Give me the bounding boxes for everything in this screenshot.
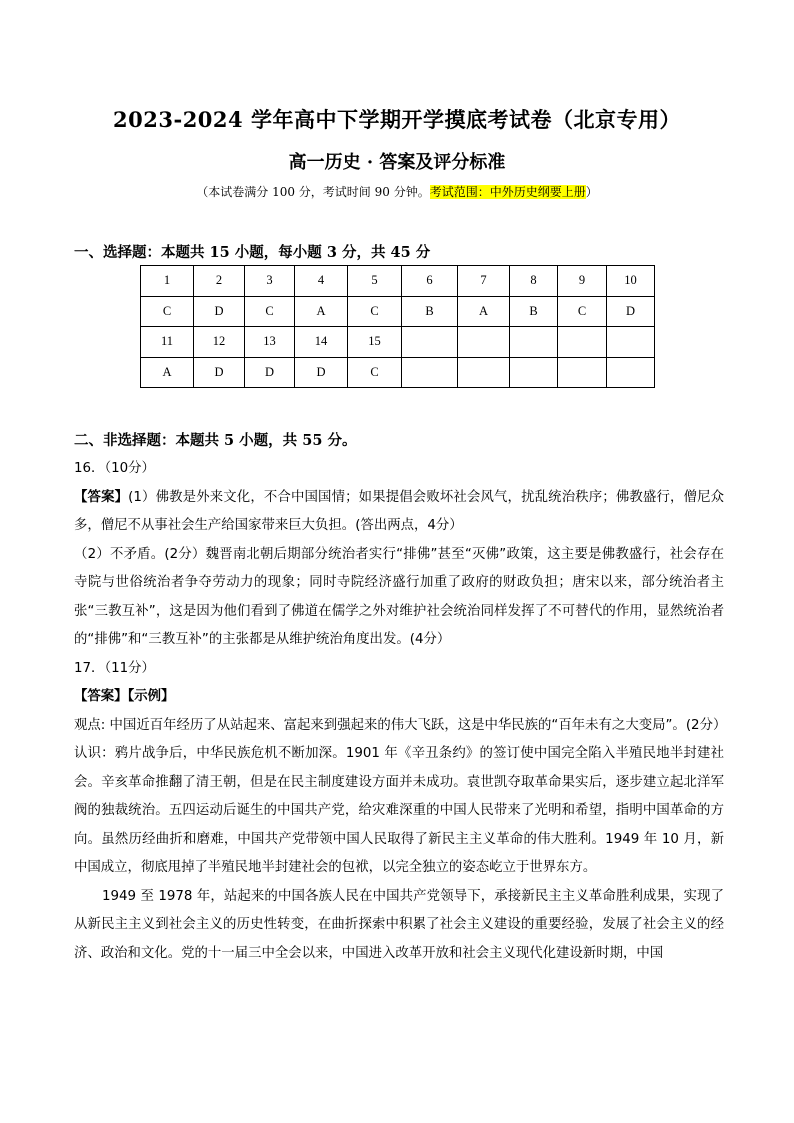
q17-paragraph-2: 1949 至 1978 年，站起来的中国各族人民在中国共产党领导下，承接新民主主义革命胜利成果，实现了从新民主主义到社会主义的历史性转变，在曲折探索中积累了社会主义建设的重要经验，发展了社会主义的经济、政治和文化。党的十一届三中全会以来，中国进入改革开放和社会主义现代化建设新时期，中国 (74, 888, 724, 961)
answer-cell: A (141, 357, 194, 388)
section1-heading (74, 241, 430, 262)
answer-cell: D (607, 296, 655, 327)
answer-cell: C (141, 296, 194, 327)
question-number-cell: 4 (295, 266, 348, 297)
exam-note-suffix: ） (585, 185, 598, 199)
section2-heading-label: 二、非选择题： (74, 432, 176, 449)
question-number-cell: 14 (295, 327, 348, 358)
question-number-cell: 3 (245, 266, 295, 297)
answer-table-row (141, 327, 655, 358)
answer-cell: C (348, 296, 402, 327)
q17-answer-tag: 【答案】【示例】 (74, 689, 175, 704)
question-number-cell: 7 (458, 266, 510, 297)
section2-heading-detail: 本题共 5 小题，共 55 分。 (175, 432, 357, 449)
empty-cell (607, 327, 655, 358)
answer-table (140, 265, 655, 388)
question-number-cell: 8 (510, 266, 558, 297)
question-number-cell: 1 (141, 266, 194, 297)
question-number-cell: 12 (194, 327, 245, 358)
answer-cell: B (510, 296, 558, 327)
exam-scope-highlight: 考试范围：中外历史纲要上册 (429, 185, 586, 199)
answer-cell: C (558, 296, 607, 327)
q16-part1: (1）佛教是外来文化，不合中国国情；如果提倡会败坏社会风气，扰乱统治秩序；佛教盛行，僧尼众多，僧尼不从事社会生产给国家带来巨大负担。(答出两点，4分） (74, 489, 724, 533)
answer-table-row (141, 357, 655, 388)
empty-cell (402, 357, 458, 388)
question-number-cell: 9 (558, 266, 607, 297)
empty-cell (558, 357, 607, 388)
q16-answer (74, 484, 724, 541)
q17-number: 17．（11分） (74, 660, 155, 676)
question-number-cell: 6 (402, 266, 458, 297)
exam-note (0, 183, 794, 200)
question-number-cell: 11 (141, 327, 194, 358)
empty-cell (510, 327, 558, 358)
answer-cell: C (245, 296, 295, 327)
question-number-cell: 13 (245, 327, 295, 358)
exam-note-prefix: （本试卷满分 100 分，考试时间 90 分钟。 (196, 185, 430, 199)
section1-heading-detail: 本题共 15 小题，每小题 3 分，共 45 分 (161, 244, 431, 261)
q16-number: 16．（10分） (74, 461, 155, 476)
answer-cell: D (194, 357, 245, 388)
q17-analysis: 认识：鸦片战争后，中华民族危机不断加深。1901 年《辛丑条约》的签订使中国完全陷入半殖民地半封建社会。辛亥革命推翻了清王朝，但是在民主制度建设方面并未成功。袁世凯夺取革命果实后，逐步建立起北洋军阀的独裁统治。五四运动后诞生的中国共产党，给灾难深重的中国人民带来了光明和希望，指明中国革命的方向。虽然历经曲折和磨难，中国共产党带领中国人民取得了新民主主义革命的伟大胜利。1949 年 10 月，新中国成立，彻底甩掉了半殖民地半封建社会的包袱，以完全独立的姿态屹立于世界东方。 (74, 746, 724, 875)
question-number-cell: 2 (194, 266, 245, 297)
answer-cell: D (194, 296, 245, 327)
section2-heading (74, 429, 356, 450)
answer-cell: B (402, 296, 458, 327)
answer-cell: D (245, 357, 295, 388)
answer-table-row (141, 296, 655, 327)
q16-part2: （2）不矛盾。(2分）魏晋南北朝后期部分统治者实行“排佛”甚至“灭佛”政策，这主要是佛教盛行，社会存在寺院与世俗统治者争夺劳动力的现象；同时寺院经济盛行加重了政府的财政负担；唐宋以来，部分统治者主张“三教互补”，这是因为他们看到了佛道在儒学之外对维护社会统治同样发挥了不可替代的作用，显然统治者的“排佛”和“三教互补”的主张都是从维护统治角度出发。(4分） (74, 546, 724, 647)
empty-cell (558, 327, 607, 358)
page-title: 2023-2024 学年高中下学期开学摸底考试卷（北京专用） (113, 107, 681, 132)
answer-cell: D (295, 357, 348, 388)
page-subtitle: 高一历史 · 答案及评分标准 (288, 152, 506, 173)
empty-cell (458, 357, 510, 388)
section1-heading-label: 一、选择题： (74, 244, 161, 261)
answer-tag: 【答案】 (74, 489, 129, 505)
answer-cell: A (458, 296, 510, 327)
question-number-cell: 5 (348, 266, 402, 297)
q17-viewpoint: 观点: 中国近百年经历了从站起来、富起来到强起来的伟大飞跃，这是中华民族的“百年未有之大变局”。(2分） (74, 717, 727, 733)
question-number-cell: 15 (348, 327, 402, 358)
empty-cell (402, 327, 458, 358)
answer-cell: C (348, 357, 402, 388)
answer-body (74, 455, 727, 968)
empty-cell (510, 357, 558, 388)
empty-cell (458, 327, 510, 358)
answer-cell: A (295, 296, 348, 327)
answer-table-row (141, 266, 655, 297)
question-number-cell: 10 (607, 266, 655, 297)
empty-cell (607, 357, 655, 388)
